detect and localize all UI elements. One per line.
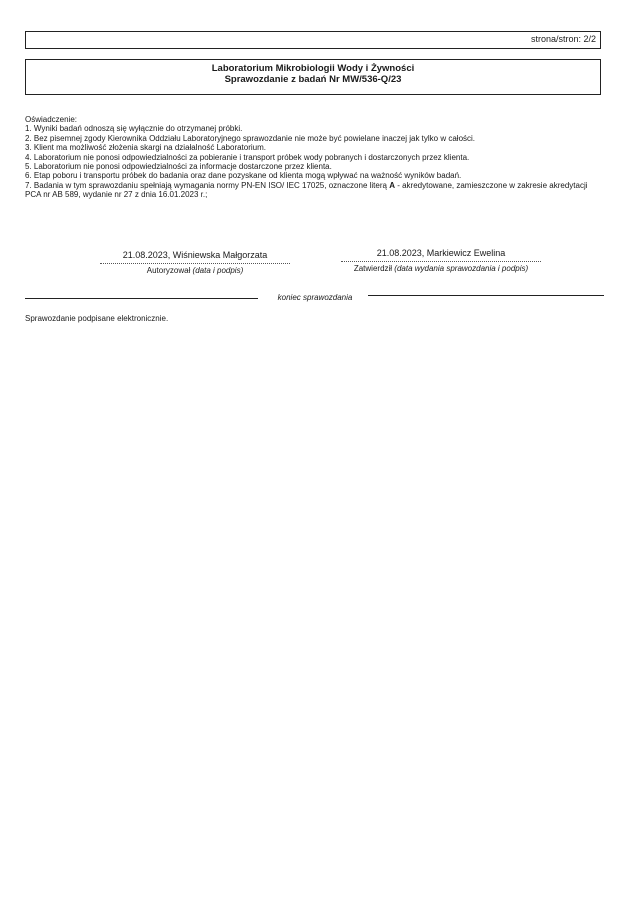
declaration-item: 1. Wyniki badań odnoszą się wyłącznie do otrzymanej próbki.	[25, 124, 243, 134]
signature-dotted-line	[100, 262, 290, 264]
declaration-item: 6. Etap poboru i transportu próbek do badania oraz dane pozyskane od klienta mogą wpływać na ważność wyników badań.	[25, 171, 462, 181]
report-number: Sprawozdanie z badań Nr MW/536-Q/23	[224, 74, 402, 85]
declaration-item: 2. Bez pisemnej zgody Kierownika Oddziału Laboratoryjnego sprawozdanie nie może być powielane inaczej jak tylko w całości.	[25, 133, 476, 143]
signature-caption-note: (data wydania sprawozdania i podpis)	[394, 264, 529, 273]
authorized-signature-caption: Autoryzował (data i podpis)	[146, 266, 244, 275]
report-title-box	[25, 59, 601, 95]
declaration-item: 5. Laboratorium nie ponosi odpowiedzialności za informacje dostarczone przez klienta.	[25, 162, 332, 172]
signature-dotted-line	[341, 260, 541, 262]
authorized-signature-block	[95, 250, 295, 276]
page-number: strona/stron: 2/2	[530, 34, 596, 44]
approved-signature-caption: Zatwierdził (data wydania sprawozdania i podpis)	[353, 264, 529, 273]
end-divider-left	[25, 298, 258, 299]
authorized-signature-name: 21.08.2023, Wiśniewska Małgorzata	[122, 250, 268, 260]
electronic-signature-note: Sprawozdanie podpisane elektronicznie.	[25, 314, 169, 323]
page-header-box	[25, 31, 601, 49]
declaration-list	[25, 124, 605, 199]
declaration-section	[25, 115, 605, 200]
signature-caption-note: (data i podpis)	[192, 266, 244, 275]
accreditation-letter: A	[389, 180, 395, 190]
declaration-item: 3. Klient ma możliwość złożenia skargi na działalność Laboratorium.	[25, 143, 266, 153]
end-divider-right	[368, 295, 604, 296]
end-of-report-label: koniec sprawozdania	[277, 293, 353, 302]
declaration-heading: Oświadczenie:	[25, 115, 78, 124]
declaration-item: 4. Laboratorium nie ponosi odpowiedzialności za pobieranie i transport próbek wody pobranych i dostarczonych przez klienta.	[25, 152, 470, 162]
laboratory-name: Laboratorium Mikrobiologii Wody i Żywności	[211, 63, 415, 74]
approved-signature-block	[336, 248, 546, 274]
declaration-item: 7. Badania w tym sprawozdaniu spełniają wymagania normy PN-EN ISO/ IEC 17025, oznaczone literą A - akredytowane, zamieszczone w zakresie akredytacji PCA nr AB 589, wydanie nr 27 z dnia 16.01.2023 r.;	[25, 180, 588, 200]
approved-signature-name: 21.08.2023, Markiewicz Ewelina	[376, 248, 506, 258]
